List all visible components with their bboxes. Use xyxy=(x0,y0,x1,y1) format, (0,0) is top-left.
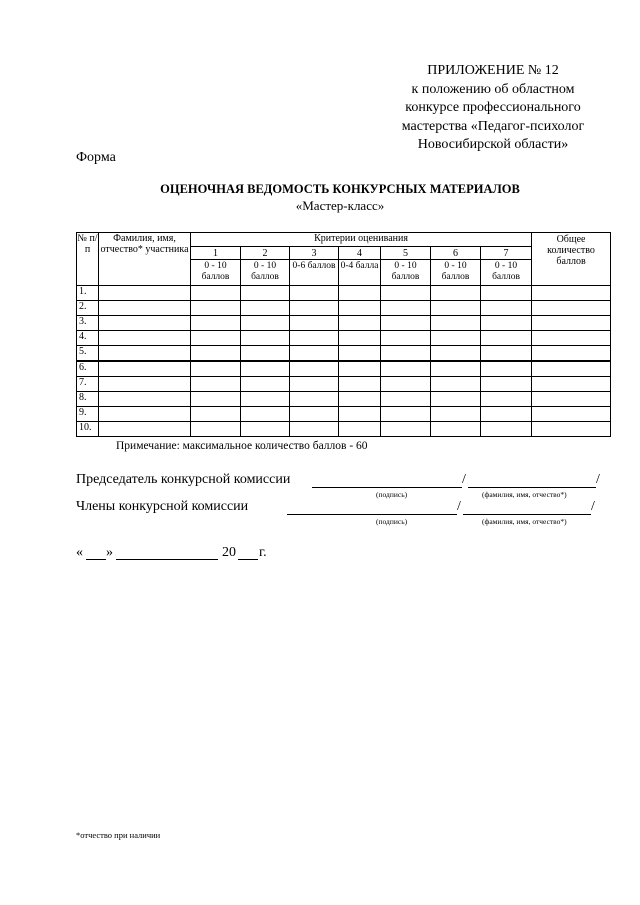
criterion-range: 0 - 10 баллов xyxy=(381,260,431,286)
appendix-line: мастерства «Педагог-психолог xyxy=(401,118,585,134)
total-score-cell[interactable] xyxy=(532,316,611,331)
members-signature-caption: (подпись) xyxy=(376,517,408,526)
criterion-number: 5 xyxy=(381,247,431,260)
document-title: ОЦЕНОЧНАЯ ВЕДОМОСТЬ КОНКУРСНЫХ МАТЕРИАЛОВ xyxy=(160,182,520,196)
header-total: Общее количество баллов xyxy=(532,233,611,286)
score-cell[interactable] xyxy=(481,377,532,392)
score-cell[interactable] xyxy=(381,407,431,422)
date-year-prefix: 20 xyxy=(222,545,236,560)
score-cell[interactable] xyxy=(481,361,532,377)
chairman-signature-field[interactable] xyxy=(312,487,462,488)
criterion-number: 3 xyxy=(290,247,339,260)
score-cell[interactable] xyxy=(381,286,431,301)
table-row xyxy=(77,361,611,377)
score-cell[interactable] xyxy=(431,346,481,362)
row-number: 4. xyxy=(77,331,99,346)
score-cell[interactable] xyxy=(290,286,339,301)
score-cell[interactable] xyxy=(191,392,241,407)
table-note: Примечание: максимальное количество баллов - 60 xyxy=(116,440,368,452)
members-name-field[interactable] xyxy=(463,514,591,515)
score-cell[interactable] xyxy=(241,377,290,392)
score-cell[interactable] xyxy=(381,377,431,392)
score-cell[interactable] xyxy=(481,346,532,362)
participant-name-cell[interactable] xyxy=(99,301,191,316)
score-cell[interactable] xyxy=(481,301,532,316)
score-cell[interactable] xyxy=(339,286,381,301)
chairman-name-field[interactable] xyxy=(468,487,596,488)
score-cell[interactable] xyxy=(290,377,339,392)
score-cell[interactable] xyxy=(381,301,431,316)
total-score-cell[interactable] xyxy=(532,377,611,392)
chairman-label: Председатель конкурсной комиссии xyxy=(76,472,291,487)
score-cell[interactable] xyxy=(290,392,339,407)
participant-name-cell[interactable] xyxy=(99,422,191,437)
table-row xyxy=(77,316,611,331)
score-cell[interactable] xyxy=(191,316,241,331)
score-cell[interactable] xyxy=(339,422,381,437)
total-score-cell[interactable] xyxy=(532,422,611,437)
total-score-cell[interactable] xyxy=(532,331,611,346)
score-cell[interactable] xyxy=(339,377,381,392)
score-cell[interactable] xyxy=(339,301,381,316)
criterion-range: 0 - 10 баллов xyxy=(431,260,481,286)
criterion-number: 2 xyxy=(241,247,290,260)
header-name: Фамилия, имя, отчество* участника xyxy=(99,233,191,286)
score-cell[interactable] xyxy=(241,331,290,346)
criterion-range: 0-4 балла xyxy=(339,260,381,286)
evaluation-table xyxy=(76,232,611,437)
score-cell[interactable] xyxy=(191,407,241,422)
total-score-cell[interactable] xyxy=(532,392,611,407)
header-number: № п/п xyxy=(77,233,99,286)
chairman-name-caption: (фамилия, имя, отчество*) xyxy=(482,490,567,499)
total-score-cell[interactable] xyxy=(532,361,611,377)
score-cell[interactable] xyxy=(339,392,381,407)
criterion-number: 6 xyxy=(431,247,481,260)
score-cell[interactable] xyxy=(241,301,290,316)
score-cell[interactable] xyxy=(290,316,339,331)
score-cell[interactable] xyxy=(431,422,481,437)
row-number: 9. xyxy=(77,407,99,422)
participant-name-cell[interactable] xyxy=(99,377,191,392)
criterion-range: 0-6 баллов xyxy=(290,260,339,286)
score-cell[interactable] xyxy=(381,392,431,407)
date-day-field[interactable] xyxy=(86,559,106,560)
form-label: Форма xyxy=(76,150,116,165)
row-number: 2. xyxy=(77,301,99,316)
score-cell[interactable] xyxy=(191,346,241,362)
date-month-field[interactable] xyxy=(116,559,218,560)
participant-name-cell[interactable] xyxy=(99,331,191,346)
score-cell[interactable] xyxy=(339,331,381,346)
score-cell[interactable] xyxy=(191,286,241,301)
score-cell[interactable] xyxy=(431,286,481,301)
participant-name-cell[interactable] xyxy=(99,407,191,422)
criterion-number: 4 xyxy=(339,247,381,260)
score-cell[interactable] xyxy=(290,407,339,422)
appendix-line: Новосибирской области» xyxy=(417,137,569,152)
date-year-field[interactable] xyxy=(238,559,258,560)
score-cell[interactable] xyxy=(431,301,481,316)
row-number: 7. xyxy=(77,377,99,392)
separator-slash: / xyxy=(457,499,461,514)
score-cell[interactable] xyxy=(431,407,481,422)
table-row xyxy=(77,286,611,301)
score-cell[interactable] xyxy=(431,331,481,346)
members-label: Члены конкурсной комиссии xyxy=(76,499,249,514)
row-number: 10. xyxy=(77,422,99,437)
participant-name-cell[interactable] xyxy=(99,346,191,362)
members-name-caption: (фамилия, имя, отчество*) xyxy=(482,517,567,526)
separator-slash: / xyxy=(591,499,595,514)
table-row xyxy=(77,346,611,362)
total-score-cell[interactable] xyxy=(532,301,611,316)
score-cell[interactable] xyxy=(339,346,381,362)
score-cell[interactable] xyxy=(481,422,532,437)
table-row xyxy=(77,422,611,437)
table-row xyxy=(77,331,611,346)
participant-name-cell[interactable] xyxy=(99,392,191,407)
score-cell[interactable] xyxy=(339,361,381,377)
score-cell[interactable] xyxy=(241,286,290,301)
members-signature-field[interactable] xyxy=(287,514,457,515)
score-cell[interactable] xyxy=(290,301,339,316)
score-cell[interactable] xyxy=(191,301,241,316)
score-cell[interactable] xyxy=(381,346,431,362)
appendix-line: конкурсе профессионального xyxy=(405,100,581,115)
total-score-cell[interactable] xyxy=(532,407,611,422)
score-cell[interactable] xyxy=(339,316,381,331)
score-cell[interactable] xyxy=(381,361,431,377)
separator-slash: / xyxy=(596,472,600,487)
criterion-number: 1 xyxy=(191,247,241,260)
score-cell[interactable] xyxy=(339,407,381,422)
score-cell[interactable] xyxy=(431,361,481,377)
document-subtitle: «Мастер-класс» xyxy=(295,198,385,213)
score-cell[interactable] xyxy=(481,392,532,407)
separator-slash: / xyxy=(462,472,466,487)
table-row xyxy=(77,377,611,392)
score-cell[interactable] xyxy=(381,422,431,437)
header-criteria: Критерии оценивания xyxy=(191,233,532,247)
appendix-line: к положению об областном xyxy=(411,81,575,97)
criterion-range: 0 - 10 баллов xyxy=(191,260,241,286)
criterion-range: 0 - 10 баллов xyxy=(481,260,532,286)
appendix-line: ПРИЛОЖЕНИЕ № 12 xyxy=(427,63,559,78)
total-score-cell[interactable] xyxy=(532,346,611,362)
score-cell[interactable] xyxy=(191,422,241,437)
score-cell[interactable] xyxy=(481,331,532,346)
chairman-signature-caption: (подпись) xyxy=(376,490,408,499)
score-cell[interactable] xyxy=(241,407,290,422)
row-number: 1. xyxy=(77,286,99,301)
score-cell[interactable] xyxy=(290,331,339,346)
score-cell[interactable] xyxy=(290,422,339,437)
date-close-quote: » xyxy=(106,545,113,560)
participant-name-cell[interactable] xyxy=(99,316,191,331)
criterion-range: 0 - 10 баллов xyxy=(241,260,290,286)
table-row xyxy=(77,392,611,407)
row-number: 3. xyxy=(77,316,99,331)
row-number: 8. xyxy=(77,392,99,407)
score-cell[interactable] xyxy=(241,346,290,362)
score-cell[interactable] xyxy=(191,377,241,392)
score-cell[interactable] xyxy=(241,316,290,331)
score-cell[interactable] xyxy=(381,316,431,331)
score-cell[interactable] xyxy=(191,331,241,346)
criterion-number: 7 xyxy=(481,247,532,260)
score-cell[interactable] xyxy=(241,392,290,407)
score-cell[interactable] xyxy=(290,346,339,362)
score-cell[interactable] xyxy=(290,361,339,377)
score-cell[interactable] xyxy=(481,316,532,331)
footnote: *отчество при наличии xyxy=(76,830,161,840)
participant-name-cell[interactable] xyxy=(99,361,191,377)
date-open-quote: « xyxy=(76,545,83,560)
participant-name-cell[interactable] xyxy=(99,286,191,301)
row-number: 5. xyxy=(77,346,99,362)
row-number: 6. xyxy=(77,361,99,377)
table-row xyxy=(77,407,611,422)
score-cell[interactable] xyxy=(481,407,532,422)
total-score-cell[interactable] xyxy=(532,286,611,301)
table-row xyxy=(77,301,611,316)
score-cell[interactable] xyxy=(191,361,241,377)
date-year-suffix: г. xyxy=(259,545,267,560)
score-cell[interactable] xyxy=(381,331,431,346)
score-cell[interactable] xyxy=(431,316,481,331)
score-cell[interactable] xyxy=(481,286,532,301)
score-cell[interactable] xyxy=(241,361,290,377)
appendix-header xyxy=(380,62,606,155)
score-cell[interactable] xyxy=(241,422,290,437)
score-cell[interactable] xyxy=(431,392,481,407)
score-cell[interactable] xyxy=(431,377,481,392)
